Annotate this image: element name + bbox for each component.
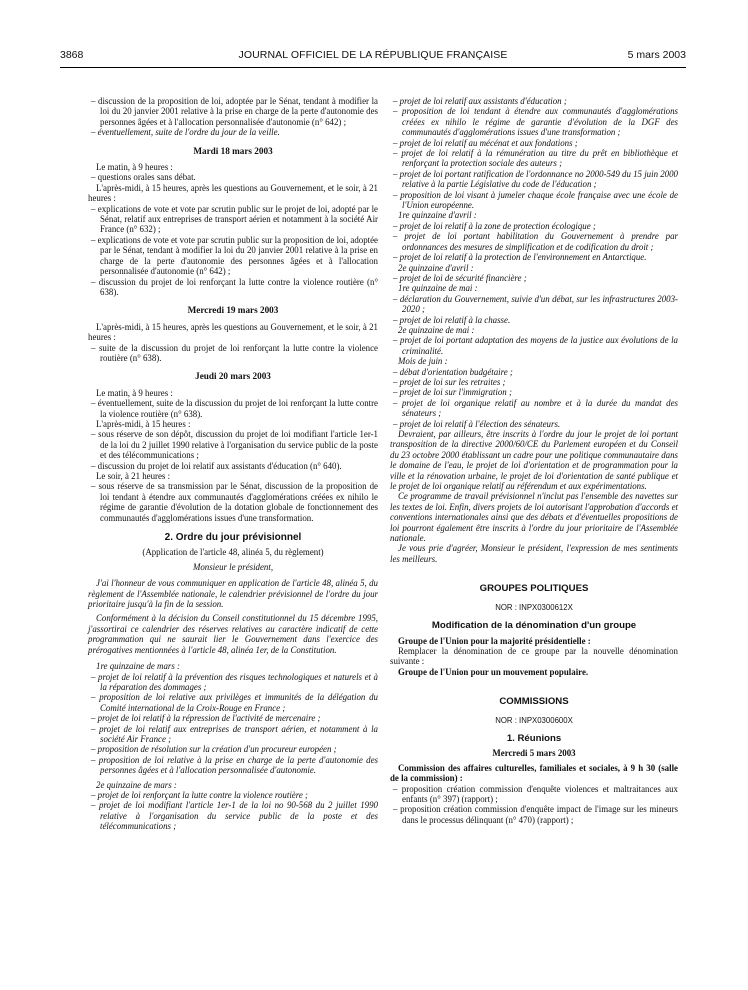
- period-label: 2e quinzaine d'avril :: [398, 262, 474, 273]
- period-label: 2e quinzaine de mai :: [398, 324, 475, 335]
- groupes-line: Remplacer la dénomination de ce groupe par la nouvelle dénomination suivante :: [390, 645, 678, 667]
- day-heading: Mercredi 5 mars 2003: [492, 748, 576, 759]
- list-item: – discussion de la proposition de loi, adoptée par le Sénat, tendant à modifier la loi du 20 janvier 2001 relative à la prise en charge de la perte d'autonomie des personnes âgées et à l'allocation personnalisée d'autonomie (n° 642) ;: [91, 96, 378, 127]
- header-rule: [60, 67, 686, 68]
- list-item: – explications de vote et vote par scrutin public sur le projet de loi, adopté par le Sénat, relatif aux entreprises de transport aérien et notamment à la société Air France (n° 632) ;: [91, 203, 378, 235]
- section-subtitle: (Application de l'article 48, alinéa 5, du règlement): [142, 547, 324, 558]
- list-item: – sous réserve de son dépôt, discussion du projet de loi modifiant l'article 1er-1 de la loi du 2 juillet 1990 relative à l'organisation du service public de la poste et des télécommunications ;: [91, 429, 378, 461]
- time-slot: Le soir, à 21 heures :: [96, 471, 171, 481]
- list-item: – éventuellement, suite de l'ordre du jour de la veille.: [91, 127, 280, 138]
- page-header: [60, 50, 686, 64]
- groupes-line: Groupe de l'Union pour la majorité présidentielle :: [398, 635, 591, 646]
- list-item: – projet de loi relatif aux entreprises de transport aérien, et notamment à la société Air France ;: [91, 723, 378, 744]
- list-item: – projet de loi portant adaptation des moyens de la justice aux évolutions de la criminalité.: [393, 335, 678, 356]
- letter-paragraph: Ce programme de travail prévisionnel n'inclut pas l'ensemble des navettes sur les textes de loi. Enfin, divers projets de loi autorisant l'approbation d'accords et conventions internationales ainsi que des débats et d'éventuelles propositions de loi pourront également être inscrits à l'ordre du jour prioritaire de l'Assemblée nationale.: [390, 491, 678, 544]
- groupes-line: Groupe de l'Union pour un mouvement populaire.: [398, 666, 589, 677]
- time-slot: L'après-midi, à 15 heures :: [96, 418, 191, 429]
- time-slot: L'après-midi, à 15 heures, après les questions au Gouvernement, et le soir, à 21 heures :: [88, 321, 378, 343]
- salutation: Monsieur le président,: [192, 561, 274, 572]
- period-label: 2e quinzaine de mars :: [96, 779, 177, 790]
- nor-reference: NOR : INPX0300600X: [495, 715, 573, 725]
- list-item: – proposition de loi visant à jumeler chaque école française avec une école de l'Union européenne.: [393, 189, 678, 211]
- period-label: 1re quinzaine de mai :: [398, 283, 478, 294]
- journal-title: JOURNAL OFFICIEL DE LA RÉPUBLIQUE FRANÇAISE: [238, 49, 508, 61]
- list-item: – proposition de loi relative à la prise en charge de la perte d'autonomie des personnes âgées et à l'allocation personnalisée d'autonomie.: [91, 754, 378, 776]
- list-item: – projet de loi de sécurité financière ;: [393, 272, 527, 283]
- list-item: – sous réserve de sa transmission par le Sénat, discussion de la proposition de loi tendant à étendre aux communautés d'agglomérations créées ex nihilo le régime de garantie d'évolution de la dotation globale de fonctionnement des communautés d'agglomérations issues d'une transformation.: [91, 481, 378, 523]
- groupes-subheading: Modification de la dénomination d'un groupe: [431, 620, 637, 632]
- list-item: – discussion du projet de loi relatif aux assistants d'éducation (n° 640).: [91, 460, 342, 471]
- groupes-politiques-heading: GROUPES POLITIQUES: [479, 583, 589, 595]
- commissions-heading: COMMISSIONS: [499, 696, 569, 708]
- list-item: – explications de vote et vote par scrutin public sur la proposition de loi, adoptée par le Sénat, tendant à modifier la loi du 20 janvier 2001 relative à la prise en charge de la perte d'autonomie des personnes âgées et à l'allocation personnalisée d'autonomie (n° 642) ;: [91, 234, 378, 277]
- time-slot: L'après-midi, à 15 heures, après les questions au Gouvernement, et le soir, à 21 heures :: [88, 182, 378, 204]
- list-item: – projet de loi modifiant l'article 1er-1 de la loi no 90-568 du 2 juillet 1990 relative à l'organisation du service public de la poste et des télécommunications ;: [91, 800, 378, 832]
- list-item: – proposition de résolution sur la création d'un procureur européen ;: [91, 744, 337, 755]
- list-item: – projet de loi relatif à la protection de l'environnement en Antarctique.: [393, 252, 647, 263]
- list-item: – déclaration du Gouvernement, suivie d'un débat, sur les infrastructures 2003-2020 ;: [393, 293, 678, 315]
- list-item: – questions orales sans débat.: [91, 172, 196, 183]
- list-item: – projet de loi portant ratification de l'ordonnance no 2000-549 du 15 juin 2000 relative à la partie Législative du code de l'éducation ;: [393, 168, 678, 190]
- list-item: – projet de loi relatif à la prévention des risques technologiques et naturels et à la réparation des dommages ;: [91, 671, 378, 692]
- letter-paragraph: Conformément à la décision du Conseil constitutionnel du 15 décembre 1995, j'assortirai ce calendrier des réserves relatives au caractère indicatif de cette programmation qui ne saurait lier le Gouvernement dans l'exercice des prérogatives mentionnées à l'article 48, alinéa 1er, de la Constitution.: [88, 613, 378, 655]
- reunions-subheading: 1. Réunions: [506, 732, 562, 744]
- commission-intro: Commission des affaires culturelles, familiales et sociales, à 9 h 30 (salle de la commission) :: [390, 762, 678, 784]
- day-heading: Jeudi 20 mars 2003: [195, 371, 271, 382]
- day-heading: Mardi 18 mars 2003: [193, 145, 273, 156]
- left-column: [88, 96, 378, 832]
- list-item: – projet de loi relatif à la répression de l'activité de mercenaire ;: [91, 713, 321, 724]
- list-item: – projet de loi relatif à la rémunération au titre du prêt en bibliothèque et renforçant la protection sociale des auteurs ;: [393, 148, 678, 169]
- letter-paragraph: Je vous prie d'agréer, Monsieur le président, l'expression de mes sentiments les meilleurs.: [390, 543, 678, 564]
- list-item: – proposition création commission d'enquête impact de l'image sur les mineurs dans le processus délinquant (n° 470) (rapport) ;: [393, 804, 678, 825]
- page-number: 3868: [60, 49, 84, 61]
- list-item: – éventuellement, suite de la discussion du projet de loi renforçant la lutte contre la violence routière (n° 638).: [91, 398, 378, 419]
- list-item: – projet de loi sur les retraites ;: [393, 376, 506, 387]
- list-item: – projet de loi sur l'immigration ;: [393, 387, 512, 398]
- list-item: – projet de loi relatif à la zone de protection écologique ;: [393, 220, 596, 231]
- list-item: – projet de loi organique relatif au nombre et à la durée du mandat des sénateurs ;: [393, 397, 678, 419]
- list-item: – proposition de loi tendant à étendre aux communautés d'agglomérations créées ex nihilo le régime de garantie d'évolution de la DGF des communautés d'agglomérations issues d'une transformation ;: [393, 106, 678, 138]
- time-slot: Le matin, à 9 heures :: [96, 162, 173, 173]
- list-item: – projet de loi relatif aux assistants d'éducation ;: [393, 96, 567, 106]
- list-item: – débat d'orientation budgétaire ;: [393, 366, 513, 377]
- list-item: – discussion du projet de loi renforçant la lutte contre la violence routière (n° 638).: [91, 276, 378, 297]
- section-title: 2. Ordre du jour prévisionnel: [164, 532, 302, 544]
- time-slot: Le matin, à 9 heures :: [96, 387, 173, 398]
- nor-reference: NOR : INPX0300612X: [495, 602, 573, 612]
- period-label: Mois de juin :: [398, 356, 448, 367]
- list-item: – proposition de loi relative aux privilèges et immunités de la délégation du Comité international de la Croix-Rouge en France ;: [91, 692, 378, 713]
- right-column: [390, 96, 678, 825]
- day-heading: Mercredi 19 mars 2003: [187, 305, 279, 316]
- list-item: – projet de loi relatif au mécénat et aux fondations ;: [393, 137, 578, 148]
- list-item: – projet de loi renforçant la lutte contre la violence routière ;: [91, 789, 308, 800]
- list-item: – projet de loi relatif à la chasse.: [393, 314, 511, 325]
- list-item: – suite de la discussion du projet de loi renforçant la lutte contre la violence routière (n° 638).: [91, 342, 378, 363]
- issue-date: 5 mars 2003: [627, 49, 686, 61]
- period-label: 1re quinzaine d'avril :: [398, 210, 477, 221]
- list-item: – proposition création commission d'enquête violences et maltraitances aux enfants (n° 397) (rapport) ;: [393, 783, 678, 804]
- letter-paragraph: J'ai l'honneur de vous communiquer en application de l'article 48, alinéa 5, du règlement de l'Assemblée nationale, le calendrier prévisionnel de l'ordre du jour prioritaire jusqu'à la fin de la session.: [88, 578, 378, 610]
- list-item: – projet de loi relatif à l'élection des sénateurs.: [393, 418, 561, 429]
- period-label: 1re quinzaine de mars :: [96, 661, 180, 672]
- letter-paragraph: Devraient, par ailleurs, être inscrits à l'ordre du jour le projet de loi portant transposition de la directive 2000/60/CE du Parlement européen et du Conseil du 23 octobre 2000 établissant un cadre pour une politique communautaire dans le domaine de l'eau, le projet de loi d'orientation et de programmation pour la ville et la rénovation urbaine, le projet de loi d'orientation de santé publique et le projet de loi organique relatif au référendum et aux expérimentations.: [390, 429, 678, 492]
- list-item: – projet de loi portant habilitation du Gouvernement à prendre par ordonnances des mesures de simplification et de codification du droit ;: [393, 231, 678, 252]
